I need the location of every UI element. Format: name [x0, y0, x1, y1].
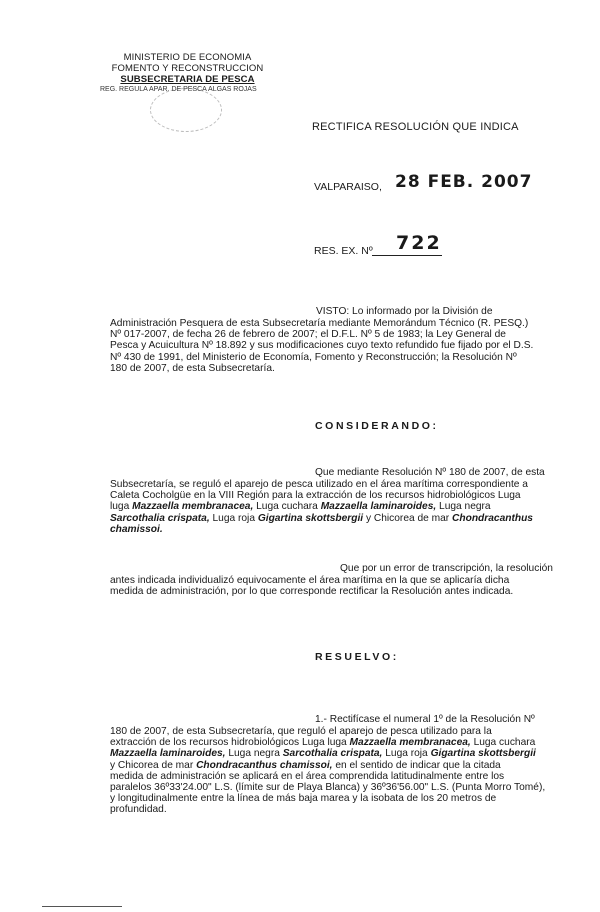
resuelvo-1-paragraph: [110, 726, 561, 816]
considerando-2-line-1: Que por un error de transcripción, la resolución: [340, 563, 553, 574]
number-underline: [372, 255, 442, 256]
considerando-2-line-2: antes indicada individualizó equivocamente el área marítima en la que se aplicaría dicha: [110, 575, 510, 586]
considerando-2-paragraph: [110, 575, 561, 597]
visto-line-5: Nº 430 de 1991, del Ministerio de Economía, Fomento y Reconstrucción; la Resolución Nº: [110, 351, 517, 363]
ministry-line-2: FOMENTO Y RECONSTRUCCION: [111, 63, 264, 74]
ministry-line-1: MINISTERIO DE ECONOMIA: [123, 52, 252, 63]
footer-rule: [42, 906, 122, 907]
visto-line-4: Pesca y Acuicultura Nº 18.892 y sus modificaciones cuyo texto refundido fue fijado por el D.S.: [110, 340, 534, 352]
resuelvo-1-line-5: y Chicorea de mar Chondracanthus chamissoi, en el sentido de indicar que la citada: [110, 759, 501, 771]
resuelvo-1-line-1: 1.- Rectifícase el numeral 1º de la Resolución Nº: [315, 714, 535, 725]
resuelvo-1-line-2: 180 de 2007, de esta Subsecretaría, que reguló el aparejo de pesca utilizado para la: [110, 726, 492, 737]
resuelvo-1-line-4: Mazzaella laminaroides, Luga negra Sarcothalia crispata, Luga roja Gigartina skottsbergii: [110, 748, 536, 760]
reference-code: REG. REGULA APAR. DE PESCA ALGAS ROJAS: [100, 86, 257, 93]
visto-line-3: Nº 017-2007, de fecha 26 de febrero de 2007; el D.F.L. Nº 5 de 1983; la Ley General de: [110, 329, 506, 341]
resuelvo-heading: RESUELVO:: [315, 651, 399, 663]
resuelvo-1-line-9: profundidad.: [110, 804, 167, 816]
document-title: RECTIFICA RESOLUCIÓN QUE INDICA: [312, 121, 519, 133]
resuelvo-1-line-3: extracción de los recursos hidrobiológicos Luga luga Mazzaella membranacea, Luga cuchara: [110, 737, 536, 749]
resolution-label: RES. EX. Nº: [314, 245, 373, 257]
visto-line-2: Administración Pesquera de esta Subsecretaría mediante Memorándum Técnico (R. PESQ.): [110, 318, 529, 329]
date-stamp: 28 FEB. 2007: [395, 172, 533, 192]
considerando-1-line-1: Que mediante Resolución Nº 180 de 2007, de esta: [315, 467, 545, 478]
place-label: VALPARAISO,: [314, 181, 382, 193]
considerando-1-line-3: Caleta Cocholgüe en la VIII Región para la extracción de los recursos hidrobiológicos Luga: [110, 490, 521, 502]
considerando-2-line-3: medida de administración, por lo que corresponde rectificar la Resolución antes indicada.: [110, 586, 514, 598]
resuelvo-1-line-6: medida de administración se aplicará en el área comprendida latitudinalmente entre los: [110, 770, 505, 782]
visto-paragraph: [110, 318, 561, 374]
considerando-1-line-2: Subsecretaría, se reguló el aparejo de pesca utilizado en el área marítima correspondiente a: [110, 479, 528, 490]
considerando-heading: CONSIDERANDO:: [315, 420, 439, 432]
considerando-1-paragraph: [110, 479, 561, 535]
considerando-1-line-4: luga Mazzaella membranacea, Luga cuchara Mazzaella laminaroides, Luga negra: [110, 501, 491, 513]
considerando-1-line-5: Sarcothalia crispata, Luga roja Gigartina skottsbergii y Chicorea de mar Chondracanthus: [110, 512, 533, 524]
official-seal: [150, 88, 222, 132]
visto-line-6: 180 de 2007, de esta Subsecretaría.: [110, 362, 275, 374]
resuelvo-1-line-7: paralelos 36º33'24.00" L.S. (límite sur de Playa Blanca) y 36º36'56.00" L.S. (Punta Morro Tomé),: [110, 782, 546, 794]
ministry-line-3: SUBSECRETARIA DE PESCA: [120, 74, 255, 85]
ministry-header: [105, 52, 270, 85]
considerando-1-line-6: chamissoi.: [110, 523, 163, 535]
visto-line-1: VISTO: Lo informado por la División de: [316, 306, 493, 317]
resolution-number: 722: [396, 232, 442, 254]
resuelvo-1-line-8: y longitudinalmente entre la línea de más baja marea y la isobata de los 20 metros de: [110, 793, 497, 805]
